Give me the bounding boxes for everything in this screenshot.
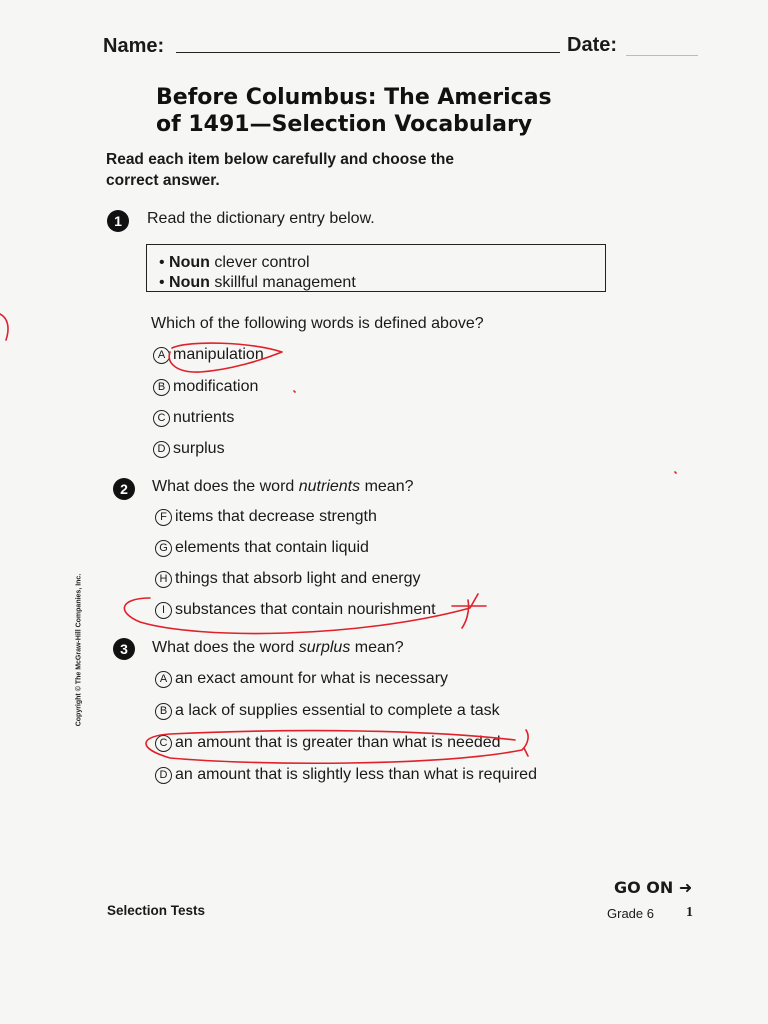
footer-section: Selection Tests xyxy=(107,903,206,918)
option-text: elements that contain liquid xyxy=(175,539,369,556)
option-text: substances that contain nourishment xyxy=(175,601,436,618)
question-number-1: 1 xyxy=(107,210,129,232)
question-number-3: 3 xyxy=(113,638,135,660)
option-letter-bubble[interactable]: A xyxy=(153,347,170,364)
option-letter-bubble[interactable]: H xyxy=(155,571,172,588)
name-label: Name: xyxy=(103,35,165,57)
footer-grade: Grade 6 xyxy=(607,906,654,921)
prompt-text: What does the word xyxy=(152,478,299,495)
option-letter-bubble[interactable]: I xyxy=(155,602,172,619)
definition-1: • Noun clever control xyxy=(159,254,310,271)
definition-1-text: clever control xyxy=(214,254,310,271)
option-letter-bubble[interactable]: D xyxy=(155,767,172,784)
option-letter-bubble[interactable]: C xyxy=(155,735,172,752)
prompt-text: mean? xyxy=(350,639,404,656)
option-letter-bubble[interactable]: A xyxy=(155,671,172,688)
option-letter-bubble[interactable]: B xyxy=(155,703,172,720)
instructions-line-1: Read each item below carefully and choose the xyxy=(106,151,454,168)
prompt-vocab-word: surplus xyxy=(298,639,351,656)
option-text: nutrients xyxy=(173,409,235,426)
prompt-vocab-word: nutrients xyxy=(298,478,361,495)
option-text: an amount that is greater than what is needed xyxy=(175,734,501,751)
option-text: surplus xyxy=(173,440,225,457)
question-1-prompt: Read the dictionary entry below. xyxy=(147,210,375,227)
option-letter-bubble[interactable]: B xyxy=(153,379,170,396)
option-letter-bubble[interactable]: C xyxy=(153,410,170,427)
stray-dot xyxy=(294,391,295,392)
go-on-label: GO ON ➜ xyxy=(614,878,693,897)
question-1-text: Which of the following words is defined above? xyxy=(151,315,484,332)
instructions-line-2: correct answer. xyxy=(106,172,220,189)
definition-1-pos: Noun xyxy=(169,254,210,271)
option-text: an exact amount for what is necessary xyxy=(175,670,449,687)
title-line-1: Before Columbus: The Americas xyxy=(156,85,552,110)
option-letter-bubble[interactable]: F xyxy=(155,509,172,526)
option-text: manipulation xyxy=(173,346,264,363)
page-number: 1 xyxy=(686,905,693,920)
option-text: things that absorb light and energy xyxy=(175,570,421,587)
circle-answer-3 xyxy=(146,730,528,763)
definition-2-pos: Noun xyxy=(169,274,210,291)
copyright-notice: Copyright © The McGraw-Hill Companies, Inc. xyxy=(75,573,83,727)
definition-2-text: skillful management xyxy=(214,274,356,291)
option-letter-bubble[interactable]: G xyxy=(155,540,172,557)
circle-answer-2 xyxy=(124,594,486,634)
option-text: items that decrease strength xyxy=(175,508,377,525)
prompt-text: mean? xyxy=(360,478,414,495)
left-edge-mark xyxy=(0,314,8,340)
stray-dot xyxy=(675,472,676,473)
circle-answer-1 xyxy=(169,343,282,372)
option-text: a lack of supplies essential to complete a task xyxy=(175,702,500,719)
definition-2: • Noun skillful management xyxy=(159,274,356,291)
prompt-text: What does the word xyxy=(152,639,299,656)
question-number-2: 2 xyxy=(113,478,135,500)
pen-strokes xyxy=(0,314,676,763)
option-letter-bubble[interactable]: D xyxy=(153,441,170,458)
option-text: modification xyxy=(173,378,259,395)
option-text: an amount that is slightly less than what is required xyxy=(175,766,537,783)
title-line-2: of 1491—Selection Vocabulary xyxy=(156,112,533,137)
date-label: Date: xyxy=(567,34,618,56)
